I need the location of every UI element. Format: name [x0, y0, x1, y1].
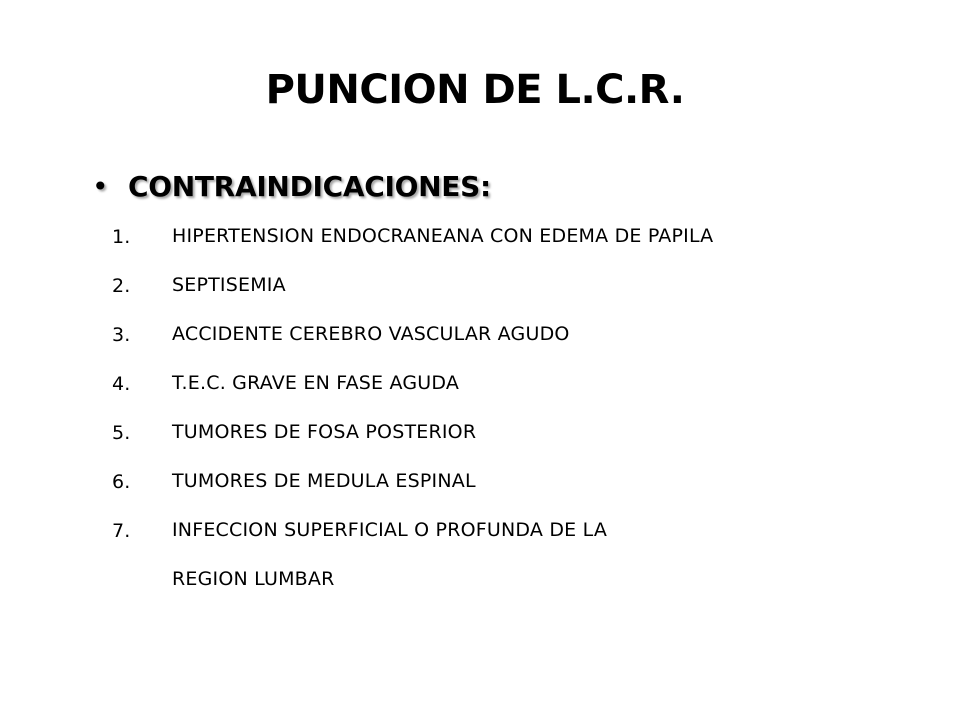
list-item-text: TUMORES DE MEDULA ESPINAL [172, 470, 476, 492]
bullet-heading [92, 164, 491, 208]
contraindications-list [112, 225, 714, 590]
list-item-text: TUMORES DE FOSA POSTERIOR [172, 421, 477, 443]
list-item [112, 519, 713, 590]
bullet-icon: • [92, 169, 109, 203]
list-item-number: 7. [112, 520, 131, 542]
list-item-number: 4. [112, 373, 131, 395]
list-item-number: 2. [112, 275, 131, 297]
list-item-text-line-1: INFECCION SUPERFICIAL O PROFUNDA DE LA [172, 519, 608, 541]
list-item-text: T.E.C. GRAVE EN FASE AGUDA [172, 372, 460, 394]
list-item-text [172, 506, 607, 604]
list-item-text: SEPTISEMIA [172, 274, 286, 296]
list-item-number: 1. [112, 226, 131, 248]
list-item-number: 5. [112, 422, 131, 444]
list-item-text: HIPERTENSION ENDOCRANEANA CON EDEMA DE PAPILA [172, 225, 714, 247]
bullet-heading-label: CONTRAINDICACIONES: [128, 169, 491, 203]
slide-title: PUNCION DE L.C.R. [265, 67, 685, 113]
list-item-number: 6. [112, 471, 131, 493]
list-item-text-line-2: REGION LUMBAR [172, 568, 335, 590]
list-item-text: ACCIDENTE CEREBRO VASCULAR AGUDO [172, 323, 570, 345]
list-item-number: 3. [112, 324, 131, 346]
